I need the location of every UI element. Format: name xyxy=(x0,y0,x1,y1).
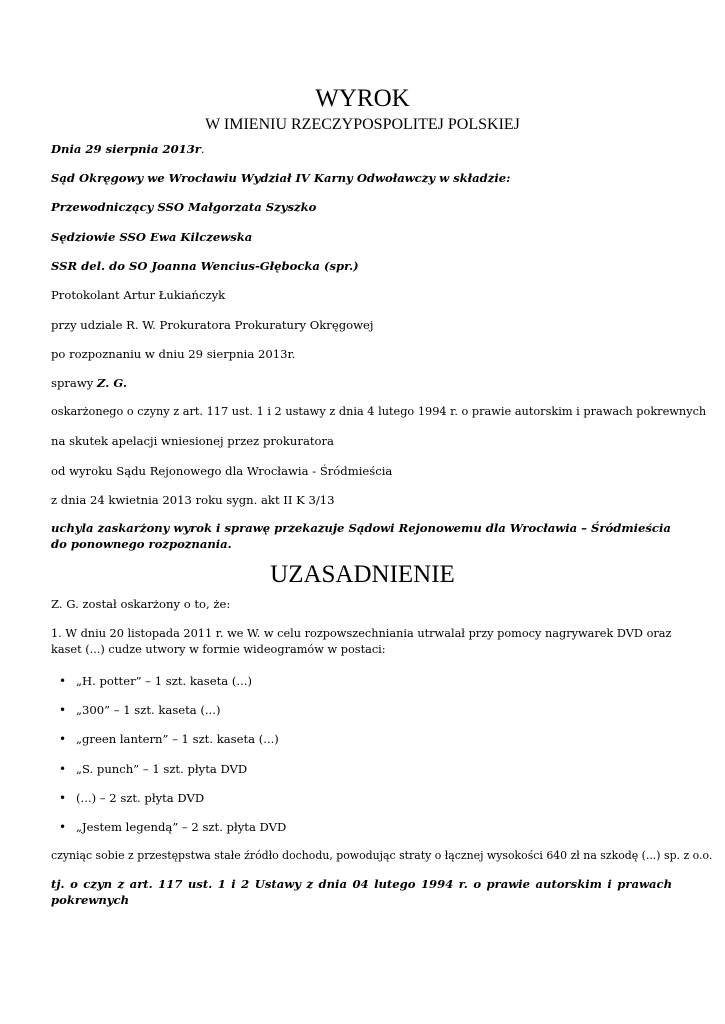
bullet-icon: • xyxy=(59,732,67,746)
lower-court-date: z dnia 24 kwietnia 2013 roku sygn. akt II K 3/13 xyxy=(51,493,335,507)
justification-heading: UZASADNIENIE xyxy=(270,561,455,588)
hearing-date: po rozpoznaniu w dniu 29 sierpnia 2013r. xyxy=(51,347,296,361)
list-item: (...) – 2 szt. płyta DVD xyxy=(76,791,205,805)
legal-basis: tj. o czyn z art. 117 ust. 1 i 2 Ustawy z dnia 04 lutego 1994 r. o prawie autorskim i prawach pokrewnych xyxy=(51,877,672,907)
ruling: uchyla zaskarżony wyrok i sprawę przekazuje Sądowi Rejonowemu dla Wrocławia – Śródmieścia do ponownego rozpoznania. xyxy=(51,521,671,551)
list-item: „Jestem legendą” – 2 szt. płyta DVD xyxy=(76,820,287,834)
case-prefix: sprawy xyxy=(51,376,97,390)
charge-point: 1. W dniu 20 listopada 2011 r. we W. w celu rozpowszechniania utrwalał przy pomocy nagrywarek DVD oraz kaset (...) cudze utwory w formie wideogramów w postaci: xyxy=(51,627,672,656)
court-composition: Sąd Okręgowy we Wrocławiu Wydział IV Karny Odwoławczy w składzie: xyxy=(51,171,511,185)
verdict-date-text: Dnia 29 sierpnia 2013r xyxy=(51,142,201,156)
income-line: czyniąc sobie z przestępstwa stałe źródło dochodu, powodując straty o łącznej wysokości 640 zł na szkodę (...) sp. z o.o. xyxy=(51,849,713,862)
bullet-icon: • xyxy=(59,820,67,834)
prosecutor-line: przy udziale R. W. Prokuratora Prokuratury Okręgowej xyxy=(51,318,374,332)
charge-line: oskarżonego o czyny z art. 117 ust. 1 i 2 ustawy z dnia 4 lutego 1994 r. o prawie autorskim i prawach pokrewnych xyxy=(51,405,707,418)
appeal-line: na skutek apelacji wniesionej przez prokuratora xyxy=(51,434,334,448)
bullet-icon: • xyxy=(59,762,67,776)
case-line xyxy=(51,375,681,391)
list-item: „300” – 1 szt. kaseta (...) xyxy=(76,703,221,717)
presiding-judge: Przewodniczący SSO Małgorzata Szyszko xyxy=(51,200,317,214)
verdict-date xyxy=(51,141,681,157)
bullet-icon: • xyxy=(59,791,67,805)
judge-rapporteur: SSR del. do SO Joanna Wencius-Głębocka (spr.) xyxy=(51,259,359,273)
bullet-icon: • xyxy=(59,703,67,717)
lower-court-line: od wyroku Sądu Rejonowego dla Wrocławia - Śródmieścia xyxy=(51,464,393,478)
judges: Sędziowie SSO Ewa Kilczewska xyxy=(51,230,253,244)
verdict-subtitle: W IMIENIU RZECZYPOSPOLITEJ POLSKIEJ xyxy=(205,116,520,133)
list-item: „green lantern” – 1 szt. kaseta (...) xyxy=(76,732,279,746)
defendant-name: Z. G. xyxy=(97,376,127,390)
list-item: „S. punch” – 1 szt. płyta DVD xyxy=(76,762,248,776)
verdict-date-suffix: . xyxy=(200,142,205,156)
list-item: „H. potter” – 1 szt. kaseta (...) xyxy=(76,674,252,688)
bullet-icon: • xyxy=(59,674,67,688)
justification-intro: Z. G. został oskarżony o to, że: xyxy=(51,597,231,611)
court-clerk: Protokolant Artur Łukiańczyk xyxy=(51,288,226,302)
verdict-title: WYROK xyxy=(315,85,410,112)
